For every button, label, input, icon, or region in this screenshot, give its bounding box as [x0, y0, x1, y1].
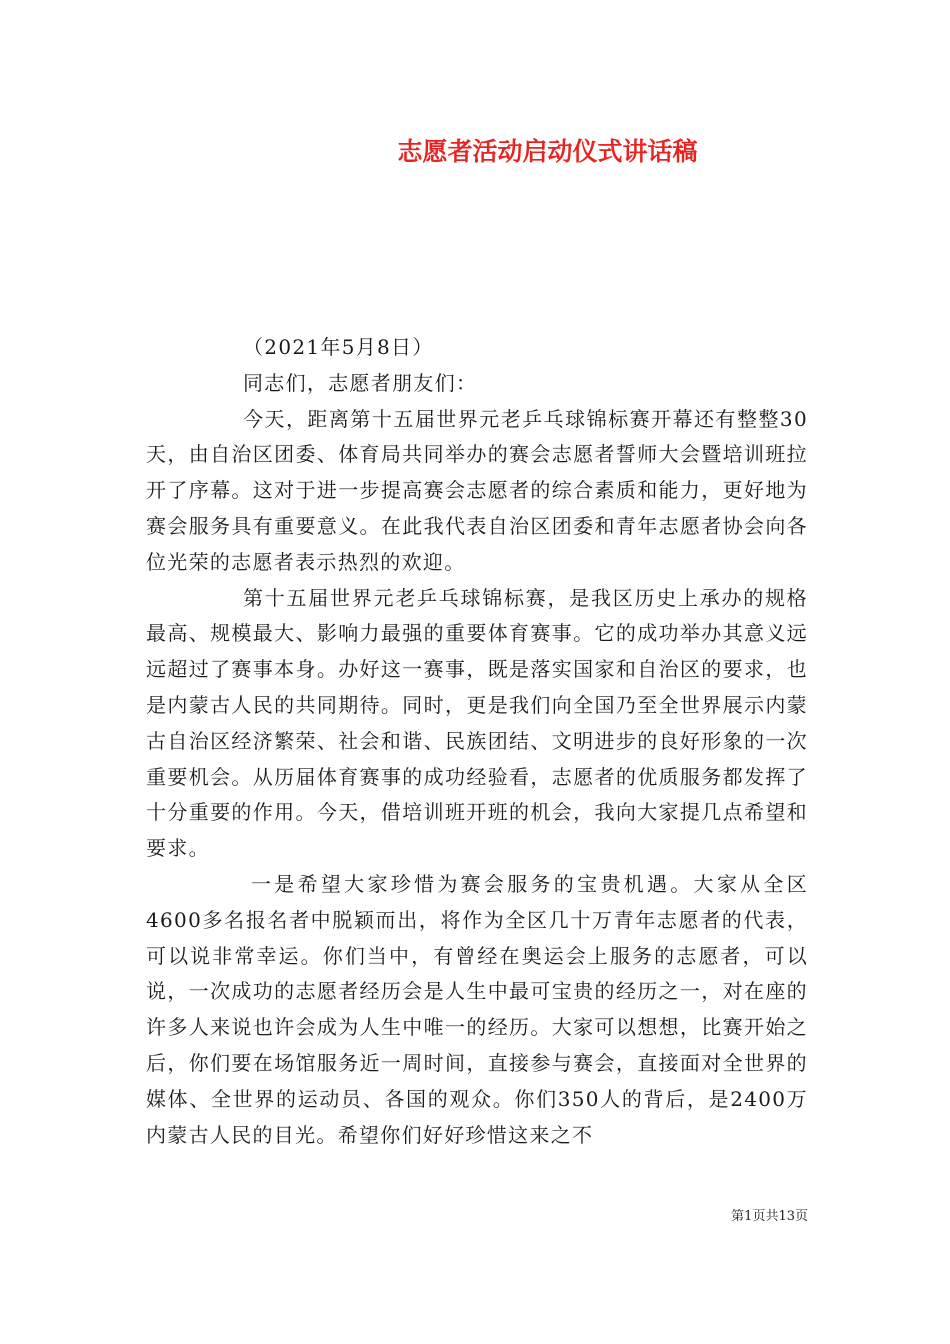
page-title: 志愿者活动启动仪式讲话稿: [397, 137, 698, 166]
paragraph-first-hope: 一是希望大家珍惜为赛会服务的宝贵机遇。大家从全区4600多名报名者中脱颖而出，将作为全区几十万青年志愿者的代表，可以说非常幸运。你们当中，有曾经在奥运会上服务的志愿者，可以说，一次成功的志愿者经历会是人生中最可宝贵的经历之一，对在座的许多人来说也许会成为人生中唯一的经历。大家可以想想，比赛开始之后，你们要在场馆服务近一周时间，直接参与赛会，直接面对全世界的媒体、全世界的运动员、各国的观众。你们350人的背后，是2400万内蒙古人民的目光。希望你们好好珍惜这来之不: [146, 871, 808, 1147]
document-body: [146, 330, 808, 1153]
salutation: 同志们，志愿者朋友们：: [243, 370, 478, 395]
paragraph-event-significance: 第十五届世界元老乒乓球锦标赛，是我区历史上承办的规格最高、规模最大、影响力最强的重要体育赛事。它的成功举办其意义远远超过了赛事本身。办好这一赛事，既是落实国家和自治区的要求，也是内蒙古人民的共同期待。同时，更是我们向全国乃至全世界展示内蒙古自治区经济繁荣、社会和谐、民族团结、文明进步的良好形象的一次重要机会。从历届体育赛事的成功经验看，志愿者的优质服务都发挥了十分重要的作用。今天，借培训班开班的机会，我向大家提几点希望和要求。: [146, 585, 808, 861]
paragraph-opening: 今天，距离第十五届世界元老乒乓球锦标赛开幕还有整整30天，由自治区团委、体育局共同举办的赛会志愿者誓师大会暨培训班拉开了序幕。这对于进一步提高赛会志愿者的综合素质和能力，更好地为赛会服务具有重要意义。在此我代表自治区团委和青年志愿者协会向各位光荣的志愿者表示热烈的欢迎。: [146, 406, 808, 574]
page-number-footer: 第1页共13页: [731, 1209, 808, 1224]
date-line: （2021年5月8日）: [243, 335, 434, 359]
